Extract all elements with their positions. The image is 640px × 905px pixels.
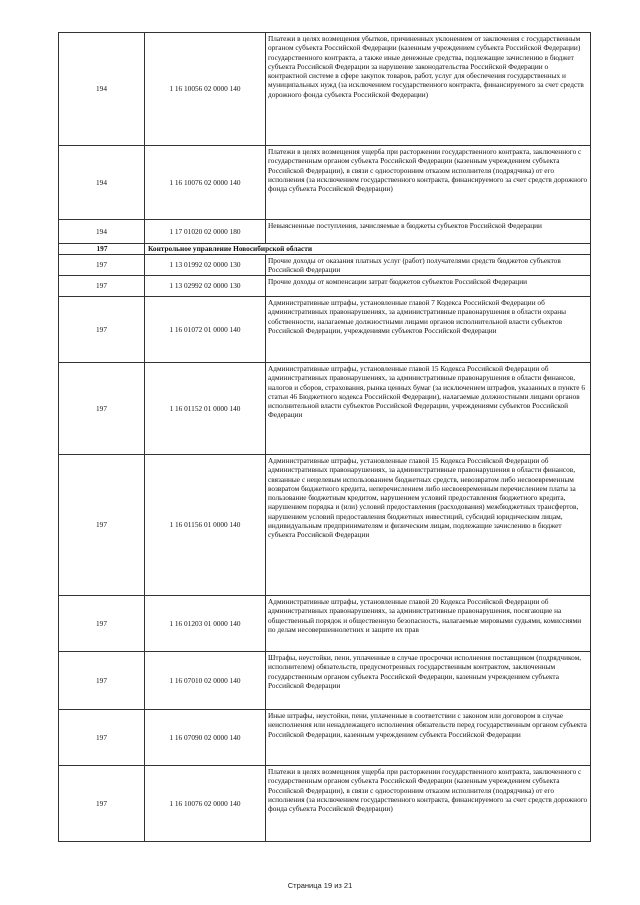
kbk-code-cell: 1 16 10076 02 0000 140: [145, 146, 266, 220]
admin-code-cell: 197: [59, 255, 145, 276]
table-row: [59, 297, 591, 363]
kbk-code-cell: 1 16 07010 02 0000 140: [145, 652, 266, 710]
kbk-code-cell: 1 16 01152 01 0000 140: [145, 363, 266, 455]
budget-table-sheet: [58, 32, 588, 842]
table-row: [59, 596, 591, 652]
table-row: [59, 363, 591, 455]
description-cell: Штрафы, неустойки, пени, уплаченные в случае просрочки исполнения поставщиком (подрядчиком, исполнителем) обязательств, предусмотренных государственным контрактом, заключенным государственным органом субъекта Российской Федерации, казенным учреждением субъекта Российской Федерации: [266, 652, 591, 710]
admin-code-cell: 197: [59, 363, 145, 455]
table-row: [59, 766, 591, 842]
admin-code-cell: 197: [59, 244, 145, 255]
table-row: [59, 146, 591, 220]
description-cell: Административные штрафы, установленные главой 20 Кодекса Российской Федерации об административных правонарушениях, за административные правонарушения, посягающие на общественный порядок и общественную безопасность, налагаемые мировыми судьями, комиссиями по делам несовершеннолетних и защите их прав: [266, 596, 591, 652]
table-row: [59, 220, 591, 244]
page-number: Страница 19 из 21: [287, 881, 353, 890]
table-row: [59, 276, 591, 297]
admin-code-cell: 197: [59, 455, 145, 596]
description-cell: Платежи в целях возмещения ущерба при расторжении государственного контракта, заключенного с государственным органом субъекта Российской Федерации (казенным учреждением субъекта Российской Федерации), в связи с односторонним отказом исполнителя (подрядчика) от его исполнения (за исключением государственного контракта, финансируемого за счет средств дорожного фонда субъекта Российской Федерации): [266, 766, 591, 842]
kbk-code-cell: 1 16 10076 02 0000 140: [145, 766, 266, 842]
table-row: [59, 255, 591, 276]
description-cell: Прочие доходы от оказания платных услуг (работ) получателями средств бюджетов субъектов Российской Федерации: [266, 255, 591, 276]
admin-code-cell: 197: [59, 596, 145, 652]
description-cell: Административные штрафы, установленные главой 15 Кодекса Российской Федерации об административных правонарушениях, за административные правонарушения в области финансов, связанные с нецелевым использованием бюджетных средств, невозвратом либо несвоевременным возвратом бюджетного кредита, неперечислением либо несвоевременным перечислением платы за пользование бюджетным кредитом, нарушением условий предоставления бюджетного кредита, нарушением порядка и (или) условий предоставления (расходования) межбюджетных трансфертов, нарушением условий предоставления бюджетных инвестиций, субсидий юридическим лицам, индивидуальным предпринимателям и физическим лицам, подлежащие зачислению в бюджет субъекта Российской Федерации: [266, 455, 591, 596]
kbk-code-cell: 1 13 02992 02 0000 130: [145, 276, 266, 297]
table-row: [59, 455, 591, 596]
kbk-code-cell: 1 16 10056 02 0000 140: [145, 33, 266, 146]
table-row: [59, 710, 591, 766]
budget-table: [58, 32, 591, 842]
kbk-code-cell: 1 16 01072 01 0000 140: [145, 297, 266, 363]
section-title: Контрольное управление Новосибирской области: [145, 244, 591, 255]
description-cell: Иные штрафы, неустойки, пени, уплаченные в соответствии с законом или договором в случае неисполнения или ненадлежащего исполнения обязательств перед государственным органом субъекта Российской Федерации, казенным учреждением субъекта Российской Федерации: [266, 710, 591, 766]
admin-code-cell: 194: [59, 146, 145, 220]
table-row: [59, 652, 591, 710]
description-cell: Административные штрафы, установленные главой 7 Кодекса Российской Федерации об административных правонарушениях, за административные правонарушения в области охраны собственности, налагаемые должностными лицами органов исполнительной власти субъектов Российской Федерации, учреждениями субъектов Российской Федерации: [266, 297, 591, 363]
admin-code-cell: 197: [59, 276, 145, 297]
section-header-row: [59, 244, 591, 255]
description-cell: Платежи в целях возмещения убытков, причиненных уклонением от заключения с государственным органом субъекта Российской Федерации (казенным учреждением субъекта Российской Федерации) государственного контракта, а также иные денежные средства, подлежащие зачислению в бюджет субъекта Российской Федерации за нарушение законодательства Российской Федерации о контрактной системе в сфере закупок товаров, работ, услуг для обеспечения государственных и муниципальных нужд (за исключением государственного контракта, финансируемого за счет средств дорожного фонда субъекта Российской Федерации): [266, 33, 591, 146]
admin-code-cell: 194: [59, 220, 145, 244]
kbk-code-cell: 1 17 01020 02 0000 180: [145, 220, 266, 244]
admin-code-cell: 197: [59, 297, 145, 363]
kbk-code-cell: 1 16 01156 01 0000 140: [145, 455, 266, 596]
description-cell: Административные штрафы, установленные главой 15 Кодекса Российской Федерации об административных правонарушениях, за административные правонарушения в области финансов, налогов и сборов, страхования, рынка ценных бумаг (за исключением штрафов, указанных в пункте 6 статьи 46 Бюджетного кодекса Российской Федерации), налагаемые должностными лицами органов исполнительной власти субъектов Российской Федерации, учреждениями субъектов Российской Федерации: [266, 363, 591, 455]
description-cell: Платежи в целях возмещения ущерба при расторжении государственного контракта, заключенного с государственным органом субъекта Российской Федерации (казенным учреждением субъекта Российской Федерации), в связи с односторонним отказом исполнителя (подрядчика) от его исполнения (за исключением государственного контракта, финансируемого за счет средств дорожного фонда субъекта Российской Федерации): [266, 146, 591, 220]
admin-code-cell: 197: [59, 766, 145, 842]
kbk-code-cell: 1 16 01203 01 0000 140: [145, 596, 266, 652]
kbk-code-cell: 1 13 01992 02 0000 130: [145, 255, 266, 276]
admin-code-cell: 194: [59, 33, 145, 146]
admin-code-cell: 197: [59, 710, 145, 766]
admin-code-cell: 197: [59, 652, 145, 710]
table-row: [59, 33, 591, 146]
description-cell: Невыясненные поступления, зачисляемые в бюджеты субъектов Российской Федерации: [266, 220, 591, 244]
description-cell: Прочие доходы от компенсации затрат бюджетов субъектов Российской Федерации: [266, 276, 591, 297]
kbk-code-cell: 1 16 07090 02 0000 140: [145, 710, 266, 766]
